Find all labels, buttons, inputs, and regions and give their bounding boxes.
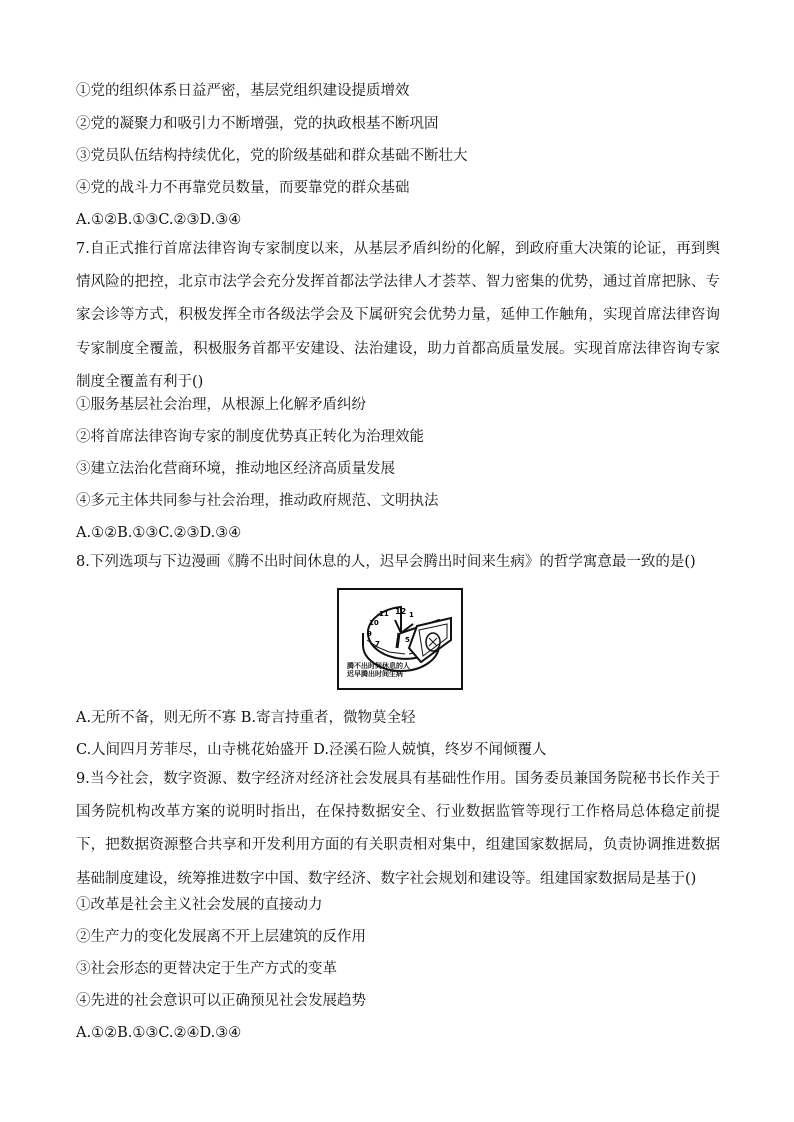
numeral-1: 1 — [409, 611, 414, 619]
q7-option-4: ④多元主体共同参与社会治理，推动政府规范、文明执法 — [76, 493, 439, 509]
numeral-12: 12 — [395, 607, 407, 616]
q9-option-2: ②生产力的变化发展离不开上层建筑的反作用 — [76, 929, 366, 945]
q8-stem: 8.下列选项与下边漫画《腾不出时间休息的人，迟早会腾出时间来生病》的哲学寓意最一致的是() — [76, 554, 696, 570]
q9-option-4: ④先进的社会意识可以正确预见社会发展趋势 — [76, 993, 366, 1009]
numeral-11: 11 — [379, 610, 389, 618]
cartoon-caption-line1: 腾不出时间休息的人 — [347, 662, 410, 670]
numeral-10: 10 — [369, 619, 379, 627]
clock-cartoon — [337, 588, 463, 690]
q6-option-1: ①党的组织体系日益严密，基层党组织建设提质增效 — [76, 83, 410, 99]
q7-option-1: ①服务基层社会治理，从根源上化解矛盾纠纷 — [76, 397, 366, 413]
numeral-9: 9 — [367, 630, 372, 638]
q7-stem: 7.自正式推行首席法律咨询专家制度以来，从基层矛盾纠纷的化解，到政府重大决策的论证，再到舆情风险的把控，北京市法学会充分发挥首都法学法律人才荟萃、智力密集的优势，通过首席把脉、专家会诊等方式，积极发挥全市各级法学会及下属研究会优势力量，延伸工作触角，实现首席法律咨询专家制度全覆盖，积极服务首都平安建设、法治建设，助力首都高质量发展。实现首席法律咨询专家制度全覆盖有利于() — [76, 241, 720, 390]
q8-choice-line-1: A.无所不备，则无所不寡 B.寄言持重者，微物莫全轻 — [76, 710, 416, 726]
q8-choice-line-2: C.人间四月芳菲尽，山寺桃花始盛开 D.泾溪石险人兢慎，终岁不闻倾覆人 — [76, 742, 547, 758]
q6-option-2: ②党的凝聚力和吸引力不断增强，党的执政根基不断巩固 — [76, 116, 439, 132]
q9-choices: A.①②B.①③C.②④D.③④ — [76, 1025, 242, 1041]
q9-option-3: ③社会形态的更替决定于生产方式的变革 — [76, 961, 337, 977]
q7-option-2: ②将首席法律咨询专家的制度优势真正转化为治理效能 — [76, 429, 424, 445]
q6-choices: A.①②B.①③C.②③D.③④ — [76, 212, 242, 228]
q7-choices: A.①②B.①③C.②③D.③④ — [76, 525, 242, 541]
pendulum-hand — [397, 633, 399, 648]
q6-option-4: ④党的战斗力不再靠党员数量，而要靠党的群众基础 — [76, 180, 410, 196]
q7-option-3: ③建立法治化营商环境，推动地区经济高质量发展 — [76, 461, 395, 477]
q9-stem: 9.当今社会，数字资源、数字经济对经济社会发展具有基础性作用。国务委员兼国务院秘书长作关于国务院机构改革方案的说明时指出，在保持数据安全、行业数据监管等现行工作格局总体稳定前提下，把数据资源整合共享和开发利用方面的有关职责相对集中，组建国家数据局，负责协调推进数据基础制度建设，统筹推进数字中国、数字经济、数字社会规划和建设等。组建国家数据局是基于() — [76, 771, 720, 887]
cartoon-caption-line2: 迟早腾出时间生病 — [347, 670, 403, 678]
numeral-7: 7 — [375, 640, 380, 648]
q9-option-1: ①改革是社会主义社会发展的直接动力 — [76, 897, 323, 913]
q6-option-3: ③党员队伍结构持续优化，党的阶级基础和群众基础不断壮大 — [76, 148, 468, 164]
cartoon-caption — [347, 662, 410, 678]
numeral-5: 5 — [405, 636, 410, 644]
